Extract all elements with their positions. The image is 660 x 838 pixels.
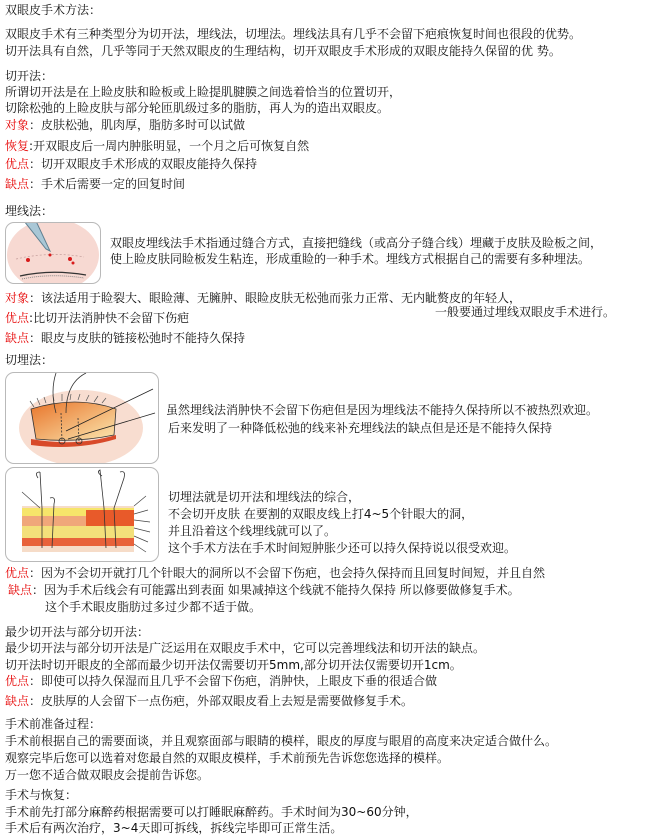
combined-desc-2: 切埋法就是切开法和埋线法的综合， (168, 490, 361, 504)
preparation-line: 手术前根据自己的需要面谈，并且观察面部与眼睛的模样，眼皮的厚度与眼眉的高度来决定适合做什么。 (5, 734, 558, 748)
suture-note: 一般要通过埋线双眼皮手术进行。 (435, 305, 616, 319)
label-target: 对象 (5, 118, 30, 132)
intro-line: 切开法具有自然，几乎等同于天然双眼皮的生理结构，切开双眼皮手术形成的双眼皮能持久保留的优 势。 (5, 44, 561, 58)
incision-pros: 优点：切开双眼皮手术形成的双眼皮能持久保持 (5, 157, 258, 171)
minimal-desc: 最少切开法与部分切开法是广泛运用在双眼皮手术中，它可以完善埋线法和切开法的缺点。 (5, 641, 486, 655)
label-target: 对象 (5, 291, 30, 305)
suture-cons: 缺点：眼皮与皮肤的链接松弛时不能持久保持 (5, 331, 246, 345)
label-pros: 优点 (5, 311, 30, 325)
combined-desc-2: 不会切开皮肤 在要割的双眼皮线上打4~5个针眼大的洞， (168, 507, 474, 521)
combined-illustration-1 (5, 372, 159, 464)
section-heading-incision: 切开法： (5, 69, 54, 83)
label-cons: 缺点 (5, 177, 30, 191)
section-heading-preparation: 手术前准备过程： (5, 717, 102, 731)
preparation-line: 观察完毕后您可以选着对您最自然的双眼皮模样，手术前预先告诉您您选择的模样。 (5, 751, 450, 765)
combined-desc-2: 这个手术方法在手术时间短肿胀少还可以持久保持说以很受欢迎。 (168, 541, 517, 555)
suture-desc: 双眼皮埋线法手术指通过缝合方式，直接把缝线（或高分子缝合线）埋藏于皮肤及睑板之间， (110, 236, 603, 250)
section-heading-recovery: 手术与恢复： (5, 788, 78, 802)
suture-diagram-icon (6, 223, 100, 283)
suture-pros: 优点:比切开法消肿快不会留下伤疤 (5, 311, 190, 325)
tissue-layer-diagram-icon (6, 468, 158, 561)
incision-cons: 缺点：手术后需要一定的回复时间 (5, 177, 186, 191)
recovery-line: 手术前先打部分麻醉药根据需要可以打睡眠麻醉药。手术时间为30~60分钟， (5, 805, 418, 819)
section-heading-combined: 切埋法： (5, 353, 54, 367)
suture-target: 对象：该法适用于睑裂大、眼睑薄、无臃肿、眼睑皮肤无松弛而张力正常、无内眦赘皮的年轻人， (5, 291, 522, 305)
combined-cons: 缺点：因为手术后线会有可能露出到表面 如果减掉这个线就不能持久保持 所以修要做修复手术。 (8, 583, 520, 597)
label-cons: 缺点 (8, 583, 33, 597)
recovery-line: 手术后有两次治疗，3~4天即可拆线，拆线完毕即可正常生活。 (5, 821, 343, 835)
label-pros: 优点 (5, 157, 30, 171)
combined-desc-2: 并且沿着这个线埋线就可以了。 (168, 524, 337, 538)
minimal-desc: 切开法时切开眼皮的全部而最少切开法仅需要切开5mm,部分切开法仅需要切开1cm。 (5, 658, 462, 672)
intro-line: 双眼皮手术有三种类型分为切开法，埋线法，切埋法。埋线法具有几乎不会留下疤痕恢复时间也很段的优势。 (5, 27, 582, 41)
section-heading-minimal: 最少切开法与部分切开法： (5, 625, 150, 639)
incision-desc: 所谓切开法是在上睑皮肤和睑板或上睑提肌腱膜之间选着恰当的位置切开， (5, 85, 402, 99)
incision-desc: 切除松弛的上睑皮肤与部分轮匝肌级过多的脂肪，再人为的造出双眼皮。 (5, 101, 390, 115)
combined-extra: 这个手术眼皮脂肪过多过少都不适于做。 (45, 600, 262, 614)
label-recovery: 恢复 (5, 139, 30, 153)
suture-illustration (5, 222, 101, 284)
incision-target: 对象：皮肤松弛，肌肉厚，脂肪多时可以试做 (5, 118, 246, 132)
eyelid-suture-diagram-icon (6, 373, 158, 463)
combined-desc: 虽然埋线法消肿快不会留下伤疤但是因为埋线法不能持久保持所以不被热烈欢迎。 (166, 403, 599, 417)
label-cons: 缺点 (5, 331, 30, 345)
minimal-cons: 缺点：皮肤厚的人会留下一点伤疤，外部双眼皮看上去短是需要做修复手术。 (5, 694, 414, 708)
label-cons: 缺点 (5, 694, 30, 708)
preparation-line: 万一您不适合做双眼皮会提前告诉您。 (5, 768, 210, 782)
page-title: 双眼皮手术方法： (5, 3, 102, 17)
minimal-pros: 优点：即使可以持久保湿而且几乎不会留下伤疤，消肿快，上眼皮下垂的很适合做 (5, 674, 438, 688)
combined-desc: 后来发明了一种降低松弛的线来补充埋线法的缺点但是还是不能持久保持 (168, 421, 553, 435)
suture-desc: 使上睑皮肤同睑板发生粘连，形成重睑的一种手术。埋线方式根据自己的需要有多种埋法。 (110, 252, 591, 266)
combined-illustration-2 (5, 467, 159, 562)
label-pros: 优点 (5, 674, 30, 688)
incision-recovery: 恢复:开双眼皮后一周内肿胀明显，一个月之后可恢复自然 (5, 139, 310, 153)
label-pros: 优点 (5, 566, 30, 580)
section-heading-suture: 埋线法： (5, 204, 54, 218)
combined-pros: 优点：因为不会切开就打几个针眼大的洞所以不会留下伤疤，也会持久保持而且回复时间短，并且自然 (5, 566, 546, 580)
